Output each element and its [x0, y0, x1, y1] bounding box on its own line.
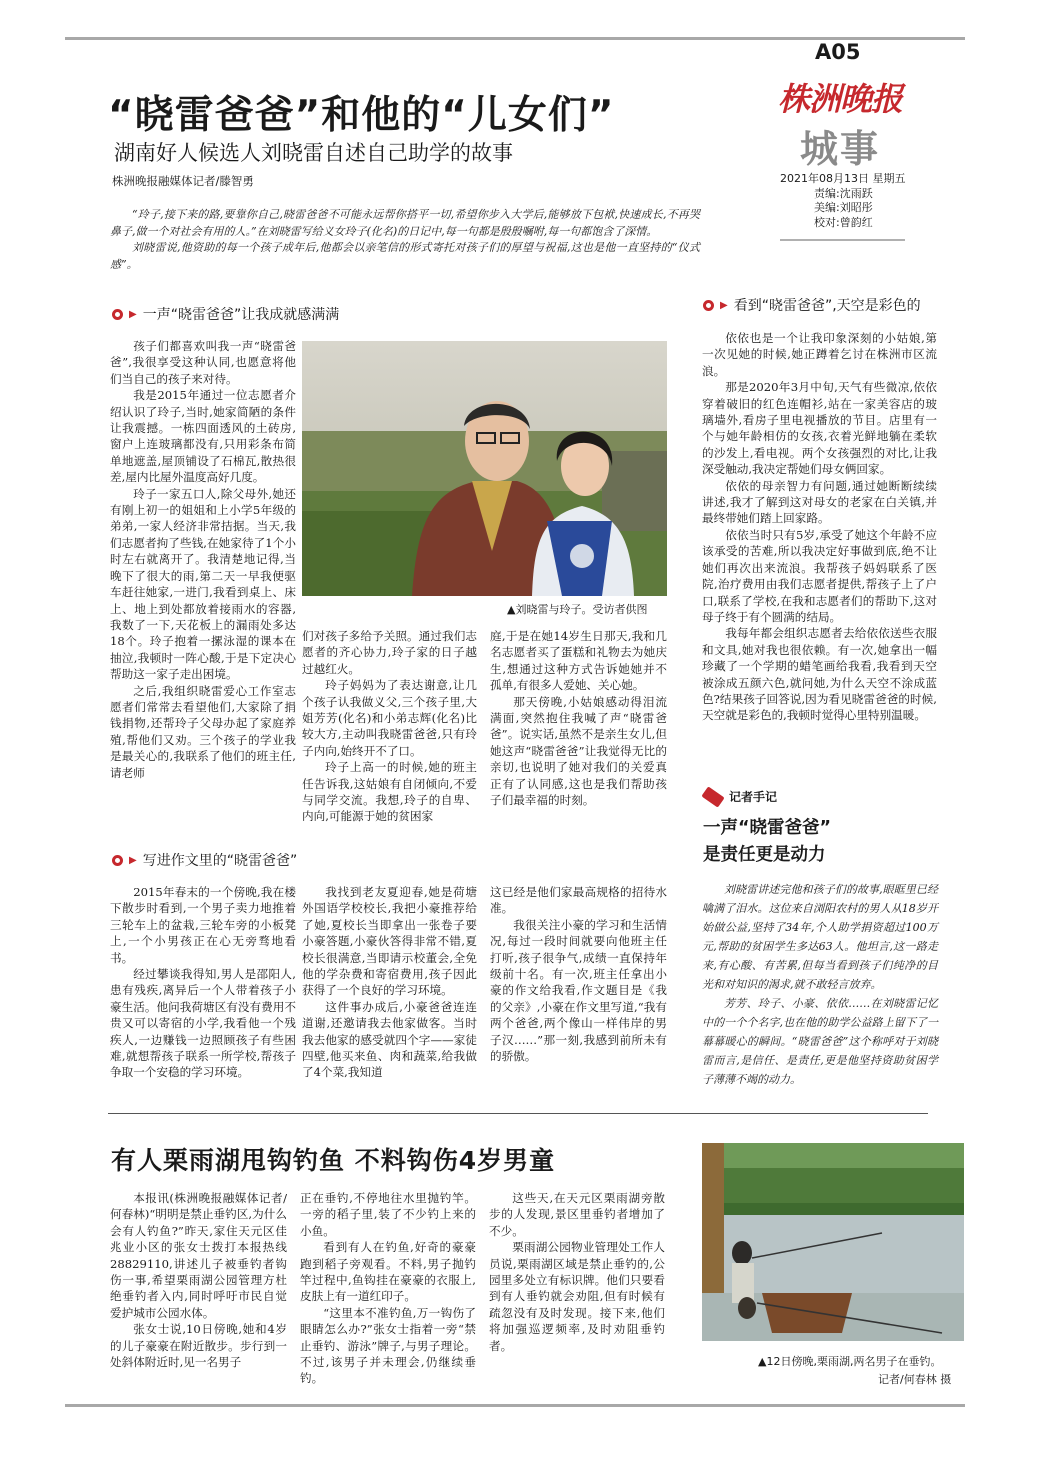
paragraph: 庭,于是在她14岁生日那天,我和几名志愿者买了蛋糕和礼物去为她庆生,想通过这种方式告诉她她并不孤单,有很多人爱她、关心她。 — [490, 629, 667, 693]
paragraph: 那天傍晚,小姑娘感动得泪流满面,突然抱住我喊了声“晓雷爸爸”。说实话,虽然不是亲生女儿,但她这声“晓雷爸爸”让我觉得无比的亲切,也说明了她对我们的关爱真正有了认同感,这也是我们帮助孩子们最幸福的时刻。 — [490, 694, 667, 808]
paragraph: 依依的母亲智力有问题,通过她断断续续讲述,我才了解到这对母女的老家在白关镇,并最终带她们踏上回家路。 — [702, 478, 937, 526]
paragraph: 看到有人在钓鱼,好奇的豪豪跑到稻子旁观看。不料,男子抛钓竿过程中,鱼钩挂在豪豪的衣服上,皮肤上有一道红印子。 — [300, 1240, 476, 1304]
paragraph: 依依当时只有5岁,承受了她这个年龄不应该承受的苦难,所以我决定好事做到底,绝不让她们再次出来流浪。我帮孩子妈妈联系了医院,治疗费用由我们志愿者提供,帮孩子上了户口,联系了学校,在我和志愿者们的帮助下,这对母子终于有个圆满的结局。 — [702, 527, 937, 624]
section-heading-2 — [112, 850, 297, 870]
paragraph: “这里本不准钓鱼,万一钩伤了眼睛怎么办?”张女士指着一旁“禁止垂钓、游泳”牌子,与男子理论。不过,该男子并未理会,仍继续垂钓。 — [300, 1305, 476, 1386]
section2-column-2 — [302, 884, 477, 1081]
paragraph: 刘晓雷讲述完他和孩子们的故事,眼眶里已经噙满了泪水。这位来自浏阳农村的男人从18岁开始做公益,坚持了34年,个人助学捐资超过100万元,帮助的贫困学生多达63人。他坦言,这一路走来,有心酸、有苦累,但每当看到孩子们纯净的目光和对知识的渴求,就不敢轻言放弃。 — [702, 883, 938, 991]
section-heading-3 — [703, 295, 921, 315]
arrow-icon: ▶ — [720, 299, 728, 311]
section-name: 城事 — [800, 126, 881, 171]
article2-column-2 — [300, 1190, 476, 1387]
photo-liu-and-lingzi — [302, 341, 667, 596]
circle-bullet-icon — [112, 309, 123, 320]
section-heading-text: 一声“晓雷爸爸”让我成就感满满 — [142, 307, 340, 323]
notes-body — [702, 880, 938, 1089]
article-subtitle: 湖南好人候选人刘晓雷自述自己助学的故事 — [114, 141, 513, 165]
paragraph: 我很关注小豪的学习和生活情况,每过一段时间就要向他班主任打听,孩子很争气,成绩一直保持年级前十名。有一次,班主任拿出小豪的作文给我看,作文题目是《我的父亲》,小豪在作文里写道,“我有两个爸爸,两个像山一样伟岸的男子汉……”那一刻,我感到前所未有的骄傲。 — [490, 917, 667, 1064]
circle-bullet-icon — [112, 855, 123, 866]
section-heading-1 — [112, 304, 339, 324]
section1-column-3 — [490, 628, 667, 808]
issue-date: 2021年08月13日 星期五 — [780, 172, 906, 185]
paragraph: 我每年都会组织志愿者去给依依送些衣服和文具,她对我也很依赖。有一次,她拿出一幅珍藏了一个学期的蜡笔画给我看,我看到天空被涂成五颜六色,就问她,为什么天空不涂成蓝色?结果孩子回答说,因为看见晓雷爸爸的时候,天空就是彩色的,我顿时觉得心里特别温暖。 — [702, 626, 937, 723]
lead-paragraph: “玲子,接下来的路,要靠你自己,晓雷爸爸不可能永远帮你搭平一切,希望你步入大学后,能够放下包袱,快速成长,不再哭鼻子,做一个对社会有用的人。”在刘晓雷写给义女玲子(化名)的日记中,每一句都是殷殷嘱咐,每一句都饱含了深情。 — [110, 208, 700, 238]
issue-meta — [780, 172, 906, 230]
paragraph: 2015年春末的一个傍晚,我在楼下散步时看到,一个男子卖力地推着三轮车上的盆栽,三轮车旁的小板凳上,一个小男孩正在心无旁骛地看书。 — [110, 885, 296, 965]
photo-fishing-at-lake — [702, 1143, 964, 1341]
section1-column-2 — [302, 628, 477, 825]
paragraph: 我找到老友夏迎春,她是荷塘外国语学校校长,我把小豪推荐给了她,夏校长当即拿出一张卷子要小豪答题,小豪伙答得非常不错,夏校长很满意,当即请示校董会,全免他的学杂费和寄宿费用,孩子因此获得了一个良好的学习环境。 — [302, 885, 477, 998]
meta-rule — [780, 239, 905, 241]
paragraph: 孩子们都喜欢叫我一声“晓雷爸爸”,我很享受这种认同,也愿意将他们当自己的孩子来对待。 — [110, 339, 296, 386]
paragraph: 这已经是他们家最高规格的招待水准。 — [490, 885, 667, 916]
article-lead — [110, 207, 700, 273]
editor: 责编:沈雨跃 — [814, 186, 873, 200]
paragraph: 玲子上高一的时候,她的班主任告诉我,这姑娘有自闭倾向,不爱与同学交流。我想,玲子的自卑、内向,可能源于她的贫困家 — [302, 760, 477, 824]
pen-icon — [701, 786, 724, 807]
masthead-logo: 株洲晚报 — [778, 80, 903, 118]
circle-bullet-icon — [703, 300, 714, 311]
arrow-icon: ▶ — [129, 308, 137, 320]
designer: 美编:刘昭彤 — [814, 201, 873, 214]
paragraph: 芳芳、玲子、小豪、依依……在刘晓雷记忆中的一个个名字,也在他的助学公益路上留下了一幕幕暖心的瞬间。“晓雷爸爸”这个称呼对于刘晓雷而言,是信任、是责任,更是他坚持资助贫困学子薄薄不竭的动力。 — [702, 997, 938, 1086]
photo-illustration — [702, 1143, 964, 1341]
notes-title-line: 是责任更是动力 — [703, 845, 826, 865]
notes-title-line: 一声“晓雷爸爸” — [703, 818, 832, 838]
paragraph: 玲子妈妈为了表达谢意,让几个孩子认我做义父,三个孩子里,大姐芳芳(化名)和小弟志辉(化名)比较大方,主动叫我晓雷爸爸,只有玲子内向,始终开不了口。 — [302, 678, 477, 758]
section-heading-text: 写进作文里的“晓雷爸爸” — [142, 853, 298, 869]
arrow-icon: ▶ — [129, 854, 137, 866]
paragraph: 经过攀谈我得知,男人是邵阳人,患有残疾,离异后一个人带着孩子小豪生活。他问我荷塘区有没有费用不贵又可以寄宿的小学,我看他一个残疾人,一边赚钱一边照顾孩子有些困难,就想帮孩子联系一所学校,帮孩子争取一个安稳的学习环境。 — [110, 967, 296, 1080]
lead-paragraph: 刘晓雷说,他资助的每一个孩子成年后,他都会以亲笔信的形式寄托对孩子们的厚望与祝福,这也是他一直坚持的“仪式感”。 — [110, 241, 700, 271]
article2-column-1 — [110, 1190, 287, 1370]
page-number: A05 — [815, 40, 861, 64]
article2-column-3 — [489, 1190, 665, 1354]
paragraph: 玲子一家五口人,除父母外,她还有刚上初一的姐姐和上小学5年级的弟弟,一家人经济非常拮据。当天,我们志愿者拘了些钱,在她家待了1个小时左右就离开了。我清楚地记得,当晚下了很大的雨,第二天一早我便驱车赶往她家,一进门,我看到桌上、床上、地上到处都放着接雨水的容器,我数了一下,天花板上的漏雨处多达18个。玲子抱着一摞泳湿的课本在抽泣,我顿时一阵心酸,于是下定决心帮助这一家子走出困境。 — [110, 486, 296, 682]
paragraph: 那是2020年3月中旬,天气有些微凉,依依穿着破旧的红色连帽衫,站在一家美容店的玻璃墙外,看房子里电视播放的节目。店里有一个与她年龄相仿的女孩,衣着光鲜地躺在柔软的沙发上,看电视。两个女孩强烈的对比,让我深受触动,我决定帮她们母女俩回家。 — [702, 380, 937, 477]
paragraph: 正在垂钓,不停地往水里抛钓竿。一旁的稻子里,装了不少钓上来的小鱼。 — [300, 1191, 476, 1238]
section1-column-1 — [110, 338, 296, 781]
section2-column-3 — [490, 884, 667, 1064]
byline: 株洲晚报融媒体记者/滕智勇 — [112, 174, 254, 188]
photo-credit: 记者/何春林 摄 — [878, 1373, 952, 1386]
photo-caption: ▲12日傍晚,栗雨湖,两名男子在垂钓。 — [758, 1355, 942, 1368]
paragraph: 这件事办成后,小豪爸爸连连道谢,还邀请我去他家做客。当时我去他家的感受就四个字——家徒四壁,他买来鱼、肉和蔬菜,给我做了4个菜,我知道 — [302, 999, 477, 1080]
notes-title — [703, 815, 831, 869]
proofreader: 校对:曾韵红 — [814, 215, 873, 229]
paragraph: 张女士说,10日傍晚,她和4岁的儿子豪豪在附近散步。步行到一处斜体附近时,见一名男子 — [110, 1322, 287, 1370]
paragraph: 依依也是一个让我印象深刻的小姑娘,第一次见她的时候,她正蹲着乞讨在株洲市区流浪。 — [702, 331, 937, 378]
paragraph: 我是2015年通过一位志愿者介绍认识了玲子,当时,她家简陋的条件让我震撼。一栋四面透风的土砖房,窗户上连玻璃都没有,只用彩条布简单地遮盖,屋顶铺设了石棉瓦,散热很差,屋内比屋外温度高好几度。 — [110, 388, 296, 485]
paragraph: 栗雨湖公园物业管理处工作人员说,栗雨湖区域是禁止垂钓的,公园里多处立有标识牌。他们只要看到有人垂钓就会劝阻,但有时候有疏忽没有及时发现。接下来,他们将加强巡逻频率,及时劝阻垂钓者。 — [489, 1240, 665, 1353]
section3-column — [702, 330, 937, 724]
paragraph: 这些天,在天元区栗雨湖旁散步的人发现,景区里垂钓者增加了不少。 — [489, 1191, 665, 1238]
photo-caption: ▲刘晓雷与玲子。受访者供图 — [507, 603, 648, 616]
bottom-rule — [65, 1404, 965, 1407]
reporter-notes-label — [703, 788, 777, 805]
paragraph: 本报讯(株洲晚报融媒体记者/何春林)“明明是禁止垂钓区,为什么会有人钓鱼?”昨天,家住天元区佳兆业小区的张女士拨打本报热线28829110,讲述儿子被垂钓者钩伤一事,希望栗雨湖公园管理方杜绝垂钓者入内,同时呼吁市民自觉爱护城市公园水体。 — [110, 1191, 287, 1320]
photo-illustration — [302, 341, 667, 596]
section-heading-text: 看到“晓雷爸爸”,天空是彩色的 — [733, 298, 921, 314]
paragraph: 之后,我组织晓雷爱心工作室志愿者们常常去看望他们,大家除了捐钱捐物,还帮玲子父母办起了家庭养殖,帮他们又劝。三个孩子的学业我是最关心的,我联系了他们的班主任,请老师 — [110, 683, 296, 780]
article-divider — [108, 1113, 928, 1114]
article2-title: 有人栗雨湖甩钩钓鱼 不料钩伤4岁男童 — [111, 1146, 556, 1175]
article-title: “晓雷爸爸”和他的“儿女们” — [108, 93, 615, 138]
section2-column-1 — [110, 884, 296, 1081]
notes-label-text: 记者手记 — [729, 790, 778, 804]
paragraph: 们对孩子多给予关照。通过我们志愿者的齐心协力,玲子家的日子越过越红火。 — [302, 629, 477, 676]
